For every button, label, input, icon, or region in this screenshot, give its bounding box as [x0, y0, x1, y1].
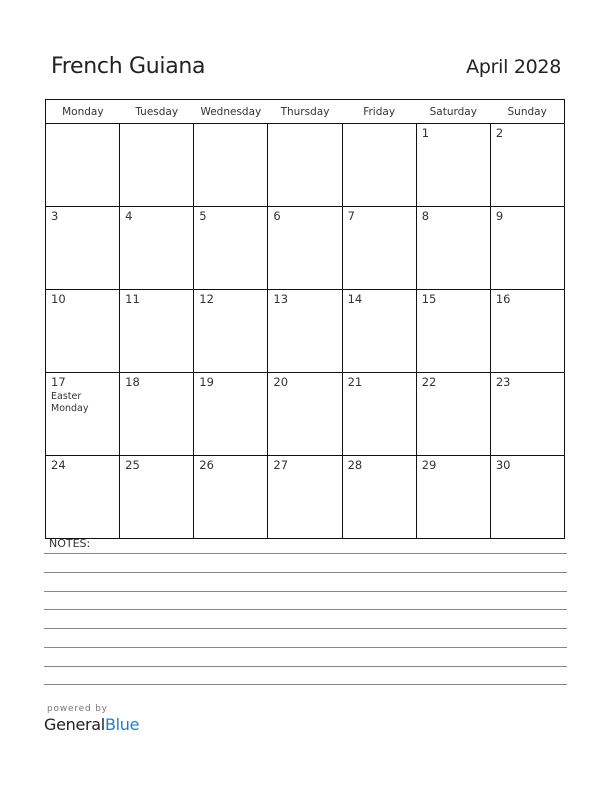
day-cell	[46, 290, 120, 373]
notes-label: NOTES:	[49, 537, 91, 550]
weekday-thursday: Thursday	[268, 100, 342, 124]
week-row	[46, 290, 565, 373]
day-number: 21	[347, 375, 363, 389]
day-number: 23	[495, 375, 511, 389]
weekday-tuesday: Tuesday	[120, 100, 194, 124]
day-number: 3	[51, 209, 59, 223]
day-cell	[268, 124, 342, 207]
notes-line	[44, 684, 567, 685]
day-cell	[416, 124, 490, 207]
calendar-grid	[45, 99, 565, 539]
day-number: 22	[421, 375, 437, 389]
day-cell	[120, 373, 194, 456]
footer-branding	[44, 704, 139, 734]
day-cell	[490, 207, 564, 290]
day-cell	[194, 207, 268, 290]
day-number: 13	[273, 292, 289, 306]
powered-by-text: powered by	[47, 704, 108, 714]
day-cell	[268, 456, 342, 539]
notes-line	[44, 609, 567, 610]
day-number: 9	[495, 209, 504, 223]
day-number: 12	[199, 292, 214, 306]
day-cell	[194, 456, 268, 539]
day-number: 11	[125, 292, 140, 306]
brand-general: General	[44, 715, 105, 734]
day-cell	[416, 290, 490, 373]
holiday-label: Easter Monday	[51, 391, 89, 414]
day-number: 24	[51, 458, 66, 472]
day-cell	[120, 207, 194, 290]
day-cell	[46, 373, 120, 456]
week-row	[46, 207, 565, 290]
day-number: 16	[495, 292, 511, 306]
day-cell	[194, 373, 268, 456]
day-cell	[46, 124, 120, 207]
day-cell	[268, 373, 342, 456]
day-number: 29	[421, 458, 437, 472]
day-number: 15	[421, 292, 437, 306]
week-row	[46, 373, 565, 456]
day-number: 30	[495, 458, 511, 472]
weekday-friday: Friday	[342, 100, 416, 124]
day-number: 10	[51, 292, 66, 306]
weekday-header-row	[46, 100, 565, 124]
day-cell	[120, 124, 194, 207]
day-cell	[194, 124, 268, 207]
day-cell	[46, 456, 120, 539]
day-number: 6	[273, 209, 281, 223]
weekday-sunday: Sunday	[490, 100, 564, 124]
day-cell	[416, 456, 490, 539]
day-cell	[490, 124, 564, 207]
notes-line	[44, 666, 567, 667]
day-number: 17	[51, 375, 66, 389]
day-cell	[342, 207, 416, 290]
day-number: 14	[347, 292, 363, 306]
day-number: 28	[347, 458, 363, 472]
brand-blue: Blue	[104, 715, 140, 734]
week-row	[46, 456, 565, 539]
day-cell	[342, 373, 416, 456]
day-cell	[416, 207, 490, 290]
day-cell	[490, 290, 564, 373]
day-number: 5	[199, 209, 207, 223]
day-number: 1	[421, 126, 430, 140]
weekday-monday: Monday	[46, 100, 120, 124]
day-cell	[268, 207, 342, 290]
calendar-title: French Guiana	[51, 54, 206, 79]
day-number: 7	[347, 209, 355, 223]
day-cell	[46, 207, 120, 290]
day-cell	[342, 290, 416, 373]
day-cell	[342, 124, 416, 207]
month-year: April 2028	[466, 56, 561, 78]
day-number: 25	[125, 458, 140, 472]
day-cell	[342, 456, 416, 539]
day-cell	[268, 290, 342, 373]
day-number: 4	[125, 209, 133, 223]
notes-line	[44, 591, 567, 592]
notes-line	[44, 553, 567, 554]
day-cell	[490, 456, 564, 539]
day-cell	[120, 290, 194, 373]
day-number: 27	[273, 458, 289, 472]
day-cell	[120, 456, 194, 539]
day-number: 26	[199, 458, 214, 472]
day-number: 19	[199, 375, 214, 389]
day-cell	[490, 373, 564, 456]
day-number: 20	[273, 375, 289, 389]
day-number: 2	[495, 126, 504, 140]
weekday-saturday: Saturday	[416, 100, 490, 124]
notes-line	[44, 572, 567, 573]
day-cell	[416, 373, 490, 456]
notes-line	[44, 628, 567, 629]
day-number: 8	[421, 209, 430, 223]
weekday-wednesday: Wednesday	[194, 100, 268, 124]
day-number: 18	[125, 375, 140, 389]
notes-line	[44, 647, 567, 648]
brand-logo	[44, 715, 139, 734]
week-row	[46, 124, 565, 207]
day-cell	[194, 290, 268, 373]
